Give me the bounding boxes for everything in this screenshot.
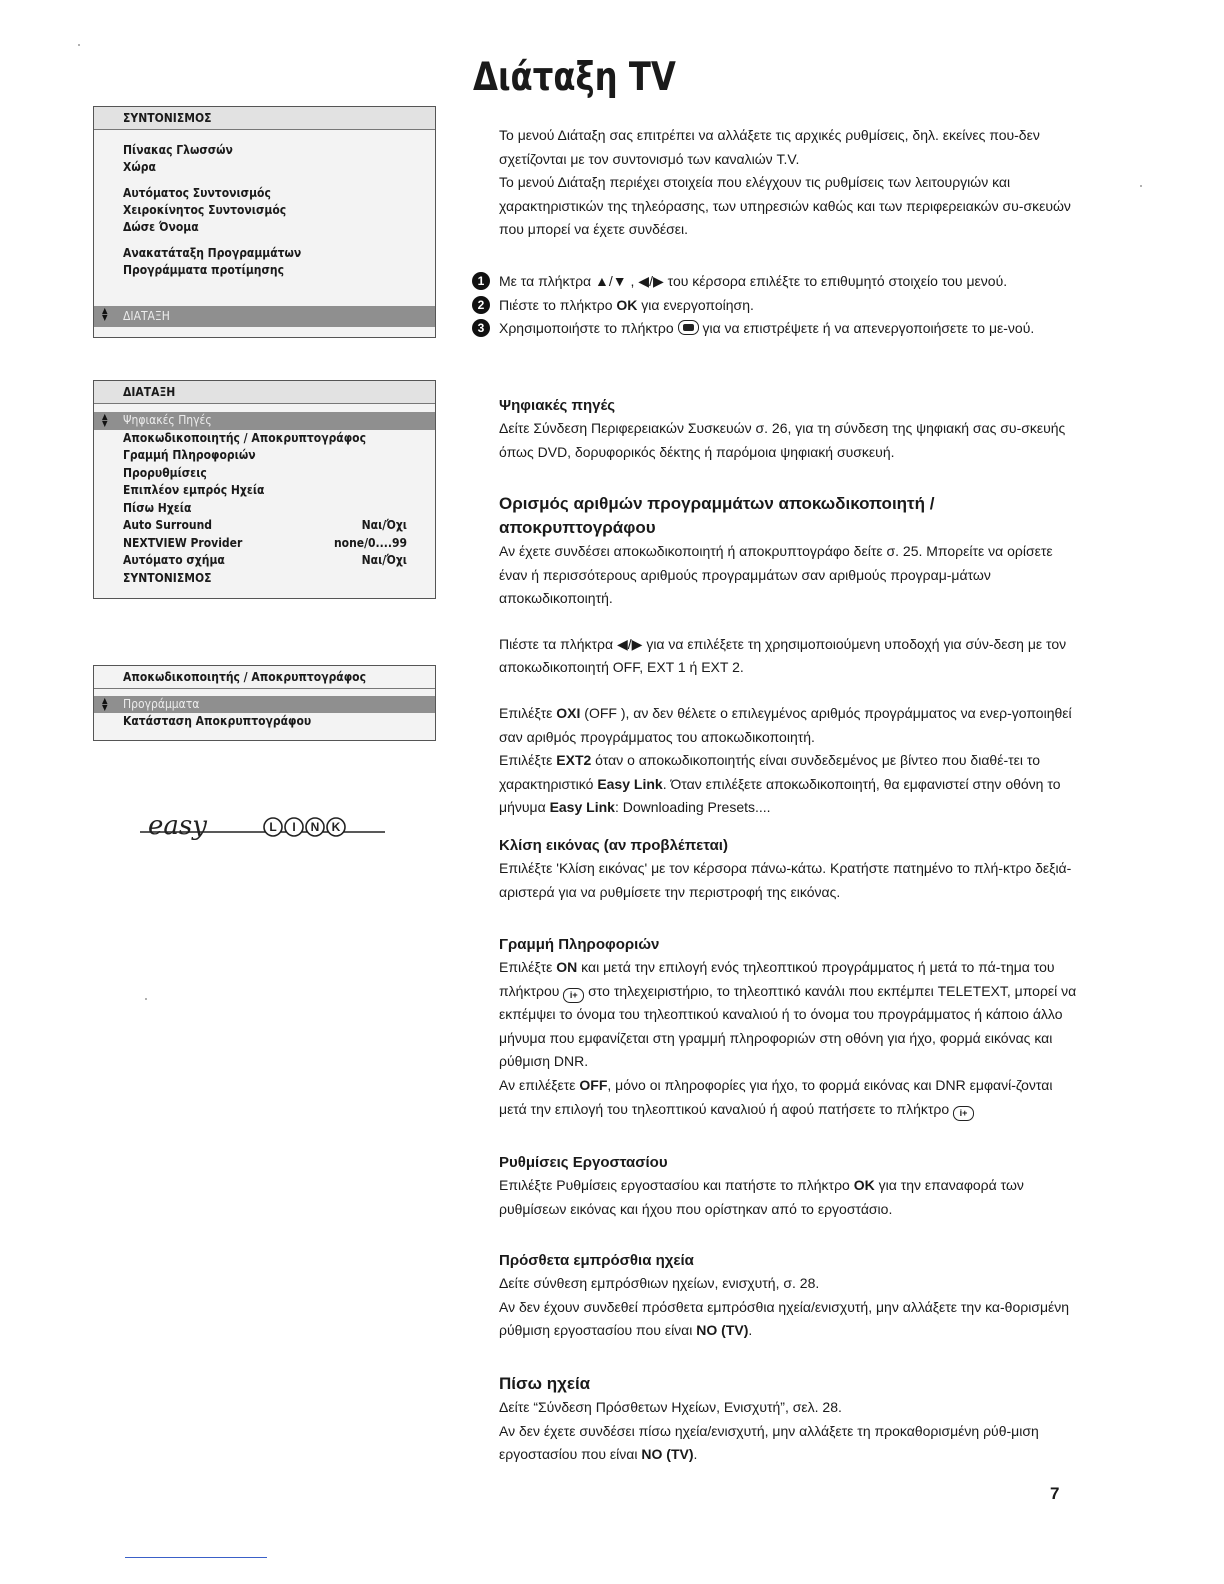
step-number: 3 — [472, 319, 490, 337]
section-heading: Ψηφιακές πηγές — [499, 397, 616, 414]
menu-item[interactable]: Αυτόματο σχήμα Ναι/Όχι — [94, 552, 435, 570]
svg-text:K: K — [331, 820, 341, 834]
menu-title: ΔΙΑΤΑΞΗ — [94, 381, 435, 404]
paragraph: Αν δεν έχετε συνδέσει πίσω ηχεία/ενισχυτή, μην αλλάξετε τη προκαθορισμένη ρύθ-μιση εργοστασίου που είναι NO (TV). — [499, 1422, 1039, 1463]
paragraph: Το μενού Διάταξη περιέχει στοιχεία που ελέγχουν τις ρυθμίσεις των λειτουργιών και χαρακτηριστικών της τηλεόρασης, των υπηρεσιών καθώς και των περιφερειακών συ-σκευών που μπορεί να έχετε συνδέσει. — [499, 174, 1071, 238]
section-info-bar — [499, 933, 1084, 1121]
svg-text:N: N — [310, 820, 320, 834]
easylink-logo — [140, 808, 390, 848]
menu-item[interactable]: Πίνακας Γλωσσών — [123, 143, 233, 157]
menu-item[interactable]: Χειροκίνητος Συντονισμός — [123, 203, 287, 217]
easy-script: easy — [148, 811, 207, 841]
up-down-arrow-icon: ▲ ▼ — [102, 306, 108, 322]
page-title: Διάταξη TV — [473, 55, 676, 100]
paragraph: Αν επιλέξετε OFF, μόνο οι πληροφορίες για ήχο, το φορμά εικόνας και DNR εμφανί-ζονται μετά την επιλογή του τηλεοπτικού καναλιού ή αφού πατήσετε το πλήκτρο i+ — [499, 1074, 1084, 1121]
info-key-icon: i+ — [563, 988, 584, 1003]
section-digital — [499, 394, 1084, 464]
menu-item[interactable]: Αποκωδικοποιητής / Αποκρυπτογράφος — [123, 430, 366, 445]
up-down-arrow-icon: ▲ ▼ — [102, 696, 108, 712]
paragraph: Δείτε Σύνδεση Περιφερειακών Συσκευών σ. 26, για τη σύνδεση της ψηφιακή σας συ-σκευής όπως DVD, δορυφορικός δέκτης ή παρόμοια ψηφιακή συσκευή. — [499, 420, 1066, 460]
menu-item-label: Προγράμματα — [123, 697, 200, 711]
step-2: 2 Πιέστε το πλήκτρο OK για ενεργοποίηση. — [499, 294, 1084, 318]
svg-text:L: L — [269, 820, 277, 834]
menu-item-label: ΔΙΑΤΑΞΗ — [123, 309, 170, 323]
section-rear-speakers — [499, 1372, 1084, 1467]
menu-item[interactable]: Κατάσταση Αποκρυπτογράφου — [123, 714, 312, 728]
menu-item[interactable]: Προρυθμίσεις — [123, 465, 207, 480]
paragraph: Αν έχετε συνδέσει αποκωδικοποιητή ή αποκρυπτογράφο δείτε σ. 25. Μπορείτε να ορίσετε έναν ή περισσότερους αριθμούς προγραμμάτων σαν αριθμούς προγραμ-μάτων αποκωδικοποιητή. — [499, 543, 1053, 607]
step-1: 1 Με τα πλήκτρα ▲/▼ , ◀/▶ του κέρσορα επιλέξτε το επιθυμητό στοιχείο του μενού. — [499, 270, 1084, 294]
paragraph: Επιλέξτε ΟΧΙ (OFF ), αν δεν θέλετε ο επιλεγμένος αριθμός προγράμματος να ενερ-γοποιηθεί σαν αριθμός προγράμματος του αποκωδικοποιητή. — [499, 704, 1072, 745]
section-heading: Ορισμός αριθμών προγραμμάτων αποκωδικοποιητή /αποκρυπτογράφου — [499, 494, 935, 537]
section-factory — [499, 1151, 1084, 1221]
menu-item[interactable]: Ανακατάταξη Προγραμμάτων — [123, 246, 302, 260]
steps — [477, 270, 1084, 341]
paragraph: Δείτε σύνθεση εμπρόσθιων ηχείων, ενισχυτή, σ. 28. — [499, 1275, 820, 1291]
menu-item[interactable]: Πίσω Ηχεία — [123, 500, 192, 515]
menu-item-label: Ψηφιακές Πηγές — [123, 413, 212, 427]
menu-item[interactable]: Επιπλέον εμπρός Ηχεία — [123, 483, 265, 497]
menu-item-value: Ναι/Όχι — [361, 518, 407, 532]
menu-item[interactable]: Auto Surround Ναι/Όχι — [94, 517, 435, 535]
menu-key-icon — [678, 320, 699, 335]
menu-setup — [93, 380, 436, 599]
step-3: 3 Χρησιμοποιήστε το πλήκτρο για να επιστρέψετε ή να απενεργοποιήσετε το με-νού. — [499, 317, 1084, 341]
paragraph: Επιλέξτε EXT2 όταν ο αποκωδικοποιητής είναι συνδεδεμένος με βίντεο που διαθέ-τει το χαρακτηριστικό Easy Link. Όταν επιλέξετε αποκωδικοποιητή, θα εμφανιστεί στην οθόνη το μήνυμα Easy Link: Downloading Presets.... — [499, 752, 1061, 816]
up-down-arrow-icon: ▲ ▼ — [102, 412, 108, 428]
paragraph: Επιλέξτε ON και μετά την επιλογή ενός τηλεοπτικού προγράμματος ή μετά το πά-τημα του πλήκτρου i+ στο τηλεχειριστήριο, το τηλεοπτικό κανάλι που εκπέμπει TELETEXT, μπορεί να εκπέμψει το όνομα του τηλεοπτικού καναλιού ή το όνομα του προγράμματος ή κάποιο άλλο μήνυμα που εμφανίζεται στη γραμμή πληροφοριών στη οθόνη για ήχο, φορμά εικόνας και ρύθμιση DNR. — [499, 959, 1077, 1070]
menu-item-selected[interactable] — [94, 412, 435, 430]
menu-item[interactable]: ΣΥΝΤΟΝΙΣΜΟΣ — [123, 570, 212, 585]
paragraph: Δείτε “Σύνδεση Πρόσθετων Ηχείων, Ενισχυτή”, σελ. 28. — [499, 1399, 842, 1415]
paragraph: Επιλέξτε Ρυθμίσεις εργοστασίου και πατήστε το πλήκτρο OK για την επαναφορά των ρυθμίσεων εικόνας και ήχου που ορίστηκαν από το εργοστάσιο. — [499, 1177, 1024, 1217]
menu-decoder — [93, 665, 436, 741]
section-tilt — [499, 834, 1084, 904]
section-heading: Πρόσθετα εμπρόσθια ηχεία — [499, 1252, 694, 1269]
page-number: 7 — [1050, 1484, 1060, 1503]
menu-tuning — [93, 106, 436, 338]
menu-item[interactable]: Γραμμή Πληροφοριών — [123, 448, 256, 462]
speck — [1140, 185, 1142, 187]
menu-title: ΣΥΝΤΟΝΙΣΜΟΣ — [94, 107, 435, 130]
footer-line — [125, 1557, 267, 1558]
paragraph: Αν δεν έχουν συνδεθεί πρόσθετα εμπρόσθια ηχεία/ενισχυτή, μην αλλάξετε την κα-θορισμένη ρύθμιση εργοστασίου που είναι NO (TV). — [499, 1298, 1070, 1339]
menu-title: Αποκωδικοποιητής / Αποκρυπτογράφος — [94, 666, 435, 689]
step-number: 2 — [472, 296, 490, 314]
info-key-icon: i+ — [953, 1106, 974, 1121]
paragraph: Επιλέξτε 'Κλίση εικόνας' με τον κέρσορα πάνω-κάτω. Κρατήστε πατημένο το πλή-κτρο δεξιά-αριστερά για να ρυθμίσετε την περιστροφή της εικόνας. — [499, 860, 1072, 900]
paragraph: Πιέστε τα πλήκτρα ◀/▶ για να επιλέξετε τη χρησιμοποιούμενη υποδοχή για σύν-δεση με τον αποκωδικοποιητή OFF, EXT 1 ή EXT 2. — [499, 635, 1067, 676]
menu-item[interactable]: Προγράμματα προτίμησης — [123, 263, 284, 277]
section-heading: Ρυθμίσεις Εργοστασίου — [499, 1154, 668, 1171]
menu-item-value: none/0....99 — [333, 535, 407, 550]
section-front-speakers — [499, 1249, 1084, 1343]
step-number: 1 — [472, 272, 490, 290]
section-heading: Πίσω ηχεία — [499, 1374, 591, 1393]
menu-item[interactable]: Χώρα — [123, 160, 156, 174]
intro — [499, 124, 1084, 242]
menu-item[interactable]: Δώσε Όνομα — [123, 220, 199, 234]
menu-item[interactable]: Αυτόματος Συντονισμός — [123, 186, 271, 200]
menu-item[interactable]: NEXTVIEW Provider none/0....99 — [94, 535, 435, 553]
paragraph: Το μενού Διάταξη σας επιτρέπει να αλλάξετε τις αρχικές ρυθμίσεις, δηλ. εκείνες που-δεν σχετίζονται με τον συντονισμό των καναλιών T.V. — [499, 127, 1040, 167]
menu-item-selected[interactable] — [94, 696, 435, 713]
speck — [145, 998, 147, 1000]
section-decoder — [499, 492, 1084, 820]
section-heading: Κλίση εικόνας (αν προβλέπεται) — [499, 837, 728, 854]
svg-text:I: I — [292, 820, 296, 834]
menu-item-selected[interactable] — [94, 306, 435, 327]
menu-item-value: Ναι/Όχι — [361, 553, 407, 567]
section-heading: Γραμμή Πληροφοριών — [499, 936, 660, 953]
speck — [78, 44, 80, 46]
